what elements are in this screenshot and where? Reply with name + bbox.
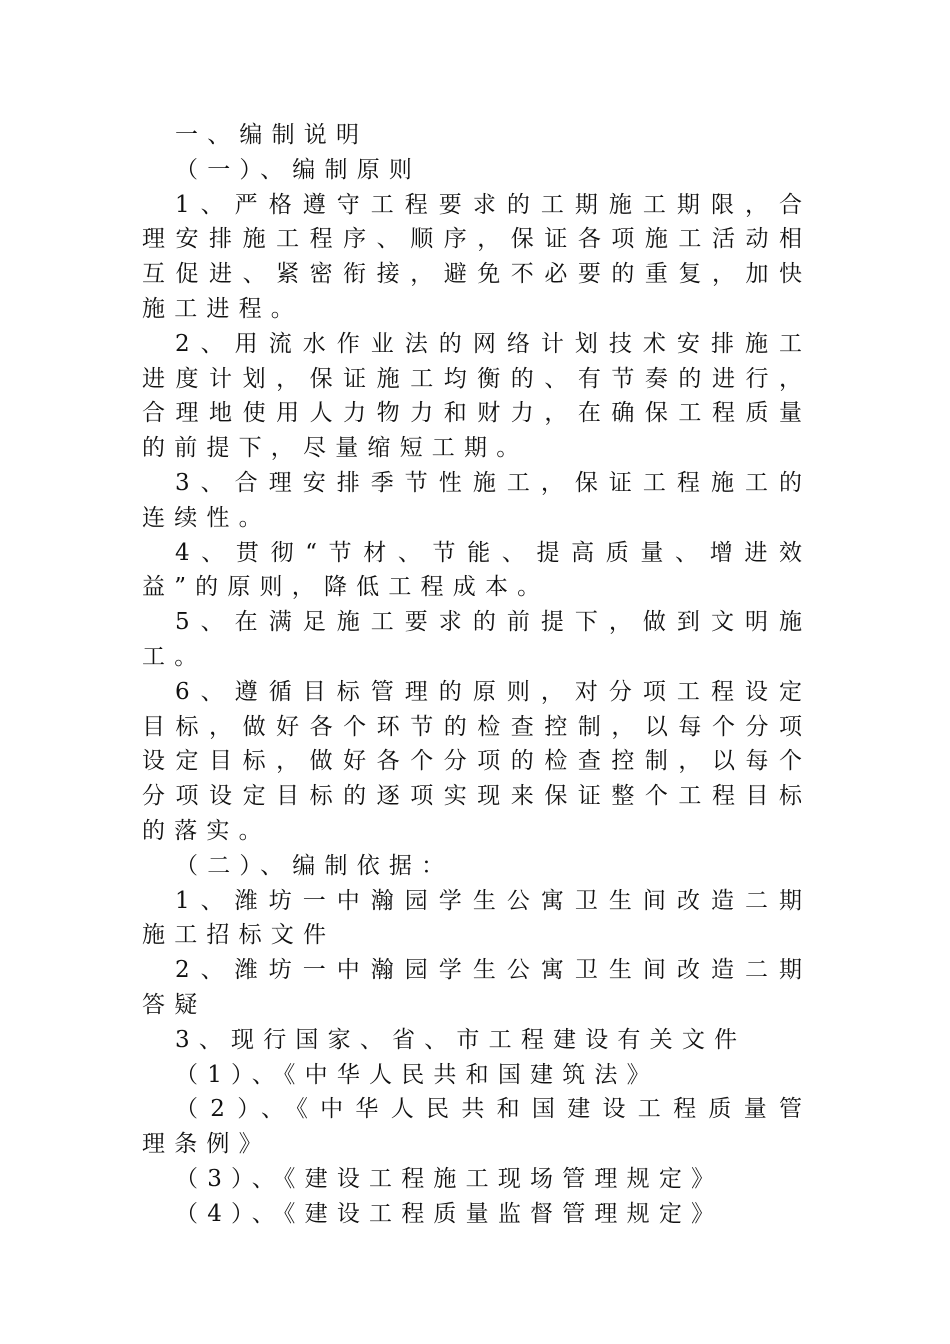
text-line: （4）、《建设工程质量监督管理规定》 <box>175 1200 724 1227</box>
text-line: （2）、《中华人民共和国建设工程质量管 <box>175 1096 802 1123</box>
text-line: 答疑 <box>142 991 207 1018</box>
text-line: 目标，做好各个环节的检查控制，以每个分项 <box>142 713 802 740</box>
text-line: 连续性。 <box>142 504 271 531</box>
text-line: 2、用流水作业法的网络计划技术安排施工 <box>175 330 802 357</box>
text-line: 1、潍坊一中瀚园学生公寓卫生间改造二期 <box>175 887 802 914</box>
text-line: 4、贯彻“节材、节能、提高质量、增进效 <box>175 539 802 566</box>
text-line: 工。 <box>142 643 207 670</box>
text-line: 5、在满足施工要求的前提下，做到文明施 <box>175 609 802 636</box>
text-line: 进度计划，保证施工均衡的、有节奏的进行， <box>142 365 802 392</box>
text-line: （一）、编制原则 <box>175 156 422 183</box>
text-line: 设定目标，做好各个分项的检查控制，以每个 <box>142 748 802 775</box>
text-line: 合理地使用人力物力和财力，在确保工程质量 <box>142 400 802 427</box>
text-line: （1）、《中华人民共和国建筑法》 <box>175 1061 659 1088</box>
text-line: 互促进、紧密衔接，避免不必要的重复，加快 <box>142 261 802 288</box>
document-body <box>142 118 802 1232</box>
text-line: 2、潍坊一中瀚园学生公寓卫生间改造二期 <box>175 957 802 984</box>
text-line: 的落实。 <box>142 817 271 844</box>
text-line: 3、合理安排季节性施工，保证工程施工的 <box>175 469 802 496</box>
text-line: 3、现行国家、省、市工程建设有关文件 <box>175 1026 747 1053</box>
text-line: 的前提下，尽量缩短工期。 <box>142 435 529 462</box>
text-line: 6、遵循目标管理的原则，对分项工程设定 <box>175 678 802 705</box>
text-line: 理安排施工程序、顺序，保证各项施工活动相 <box>142 226 802 253</box>
text-line: 1、严格遵守工程要求的工期施工期限，合 <box>175 191 802 218</box>
text-line: 一、编制说明 <box>175 122 369 148</box>
text-line: （3）、《建设工程施工现场管理规定》 <box>175 1165 724 1192</box>
text-line: 分项设定目标的逐项实现来保证整个工程目标 <box>142 783 802 810</box>
text-line: （二）、编制依据： <box>175 852 454 879</box>
text-line: 益”的原则，降低工程成本。 <box>142 574 550 601</box>
text-line: 理条例》 <box>142 1131 271 1158</box>
text-line: 施工招标文件 <box>142 922 336 949</box>
text-line: 施工进程。 <box>142 295 303 322</box>
